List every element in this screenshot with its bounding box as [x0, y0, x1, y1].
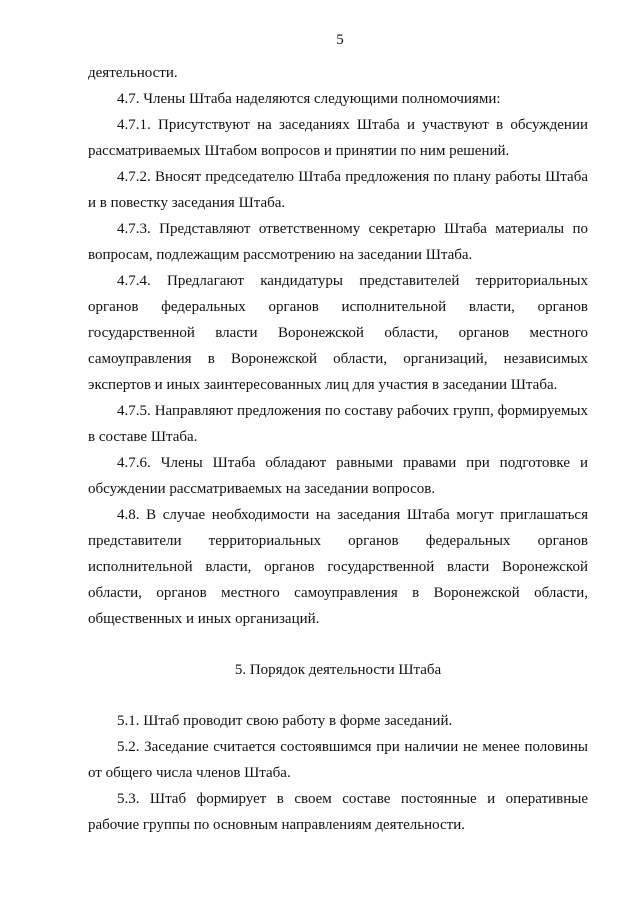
paragraph-4-7: 4.7. Члены Штаба наделяются следующими полномочиями:: [117, 91, 501, 107]
paragraph-4-7-3: 4.7.3. Представляют ответственному секретарю Штаба материалы по вопросам, подлежащим рассмотрению на заседании Штаба.: [88, 221, 588, 263]
paragraph-continuation: деятельности.: [88, 65, 178, 81]
paragraph-4-7-4: 4.7.4. Предлагают кандидатуры представителей территориальных органов федеральных органов исполнительной власти, органов государственной власти Воронежской области, органов местного самоуправления в Воронежской области, организаций, независимых экспертов и иных заинтересованных лиц для участия в заседании Штаба.: [88, 273, 588, 393]
paragraph-4-7-1: 4.7.1. Присутствуют на заседаниях Штаба и участвуют в обсуждении рассматриваемых Штабом вопросов и принятии по ним решений.: [88, 117, 588, 159]
paragraph-4-7-6: 4.7.6. Члены Штаба обладают равными правами при подготовке и обсуждении рассматриваемых на заседании вопросов.: [88, 455, 588, 497]
paragraph-5-2: 5.2. Заседание считается состоявшимся при наличии не менее половины от общего числа членов Штаба.: [88, 739, 588, 781]
paragraph-4-7-2: 4.7.2. Вносят председателю Штаба предложения по плану работы Штаба и в повестку заседания Штаба.: [88, 169, 588, 211]
paragraph-5-3: 5.3. Штаб формирует в своем составе постоянные и оперативные рабочие группы по основным направлениям деятельности.: [88, 791, 588, 833]
paragraph-4-7-5: 4.7.5. Направляют предложения по составу рабочих групп, формируемых в составе Штаба.: [88, 403, 588, 445]
section-heading: 5. Порядок деятельности Штаба: [234, 662, 442, 678]
document-body: [88, 60, 588, 838]
paragraph-4-8: 4.8. В случае необходимости на заседания Штаба могут приглашаться представители территориальных органов федеральных органов исполнительной власти, органов государственной власти Воронежской области, органов местного самоуправления в Воронежской области, общественных и иных организаций.: [88, 507, 588, 627]
paragraph-5-1: 5.1. Штаб проводит свою работу в форме заседаний.: [117, 713, 453, 729]
page-number: 5: [336, 32, 344, 48]
